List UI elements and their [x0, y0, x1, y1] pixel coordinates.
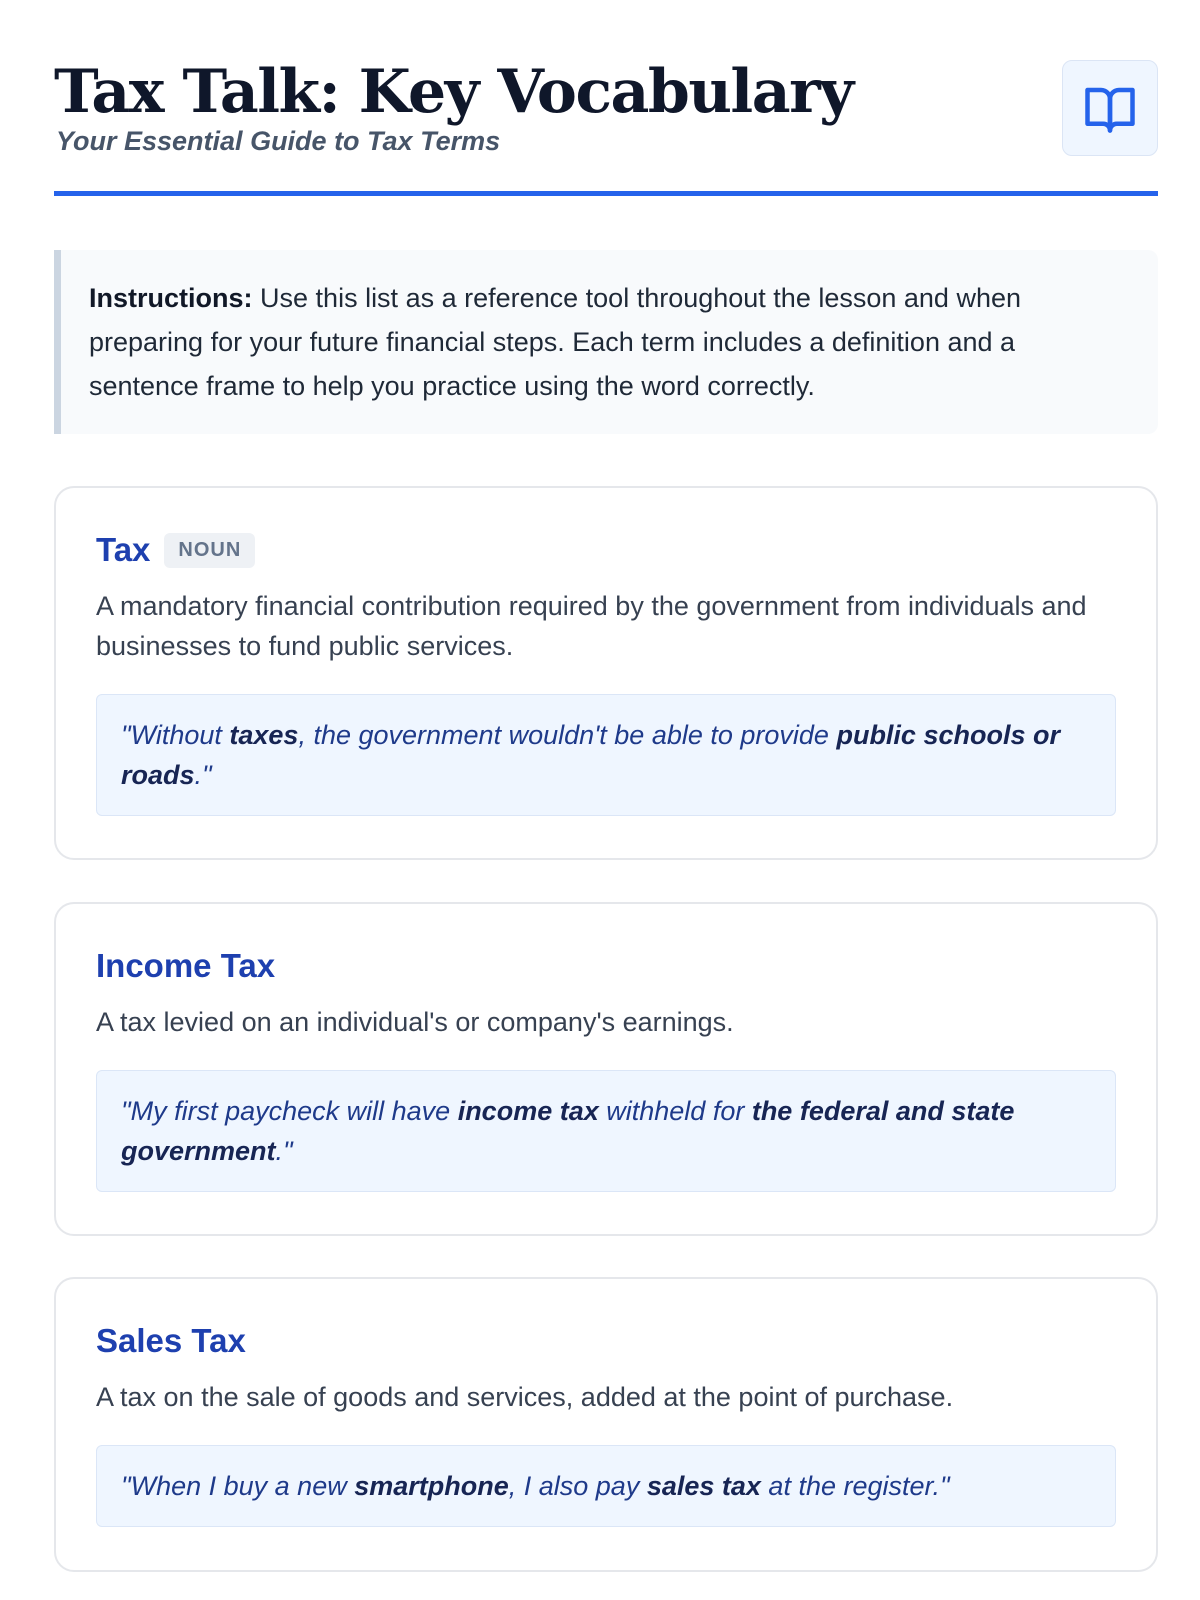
- example-highlight: income tax: [457, 1096, 599, 1126]
- term-card-tax: [54, 486, 1158, 860]
- term-header: [96, 528, 1116, 572]
- example-text: "Without: [121, 720, 230, 750]
- page-subtitle: Your Essential Guide to Tax Terms: [56, 126, 501, 156]
- instructions-label: Instructions:: [89, 283, 253, 313]
- example-text: , I also pay: [508, 1471, 647, 1501]
- term-definition: A tax levied on an individual's or company's earnings.: [96, 1007, 734, 1037]
- example-text: .": [194, 760, 212, 790]
- example-sentence: [96, 694, 1116, 816]
- term-card-income-tax: [54, 902, 1158, 1236]
- term-title: Tax: [96, 531, 151, 568]
- example-text: , the government wouldn't be able to provide: [298, 720, 837, 750]
- term-title: Income Tax: [96, 947, 276, 984]
- example-highlight: the federal and state government: [121, 1096, 1015, 1166]
- example-text: .": [275, 1136, 293, 1166]
- term-header: [96, 1319, 1116, 1363]
- example-text: at the register.": [760, 1471, 950, 1501]
- term-header: [96, 944, 1116, 988]
- example-text: "When I buy a new: [121, 1471, 355, 1501]
- example-highlight: sales tax: [646, 1471, 761, 1501]
- page-title: Tax Talk: Key Vocabulary: [54, 57, 853, 127]
- book-button[interactable]: [1062, 60, 1158, 156]
- instructions-box: [54, 250, 1158, 434]
- example-sentence: [96, 1070, 1116, 1192]
- term-card-sales-tax: [54, 1277, 1158, 1572]
- term-definition: A tax on the sale of goods and services, added at the point of purchase.: [96, 1382, 954, 1412]
- example-highlight: taxes: [229, 720, 299, 750]
- page-header: [54, 56, 1158, 196]
- part-of-speech-badge: NOUN: [164, 533, 255, 568]
- example-sentence: [96, 1445, 1116, 1527]
- example-text: "My first paycheck will have: [121, 1096, 458, 1126]
- term-definition: A mandatory financial contribution required by the government from individuals and businesses to fund public services.: [96, 591, 1087, 661]
- term-title: Sales Tax: [96, 1322, 246, 1359]
- example-highlight: smartphone: [354, 1471, 509, 1501]
- example-text: withheld for: [598, 1096, 752, 1126]
- open-book-icon: [1083, 83, 1137, 133]
- instructions-text: Use this list as a reference tool throughout the lesson and when preparing for your future financial steps. Each term includes a definition and a sentence frame to help you practice using the word correctly.: [89, 283, 1021, 401]
- example-highlight: public schools or roads: [121, 720, 1060, 790]
